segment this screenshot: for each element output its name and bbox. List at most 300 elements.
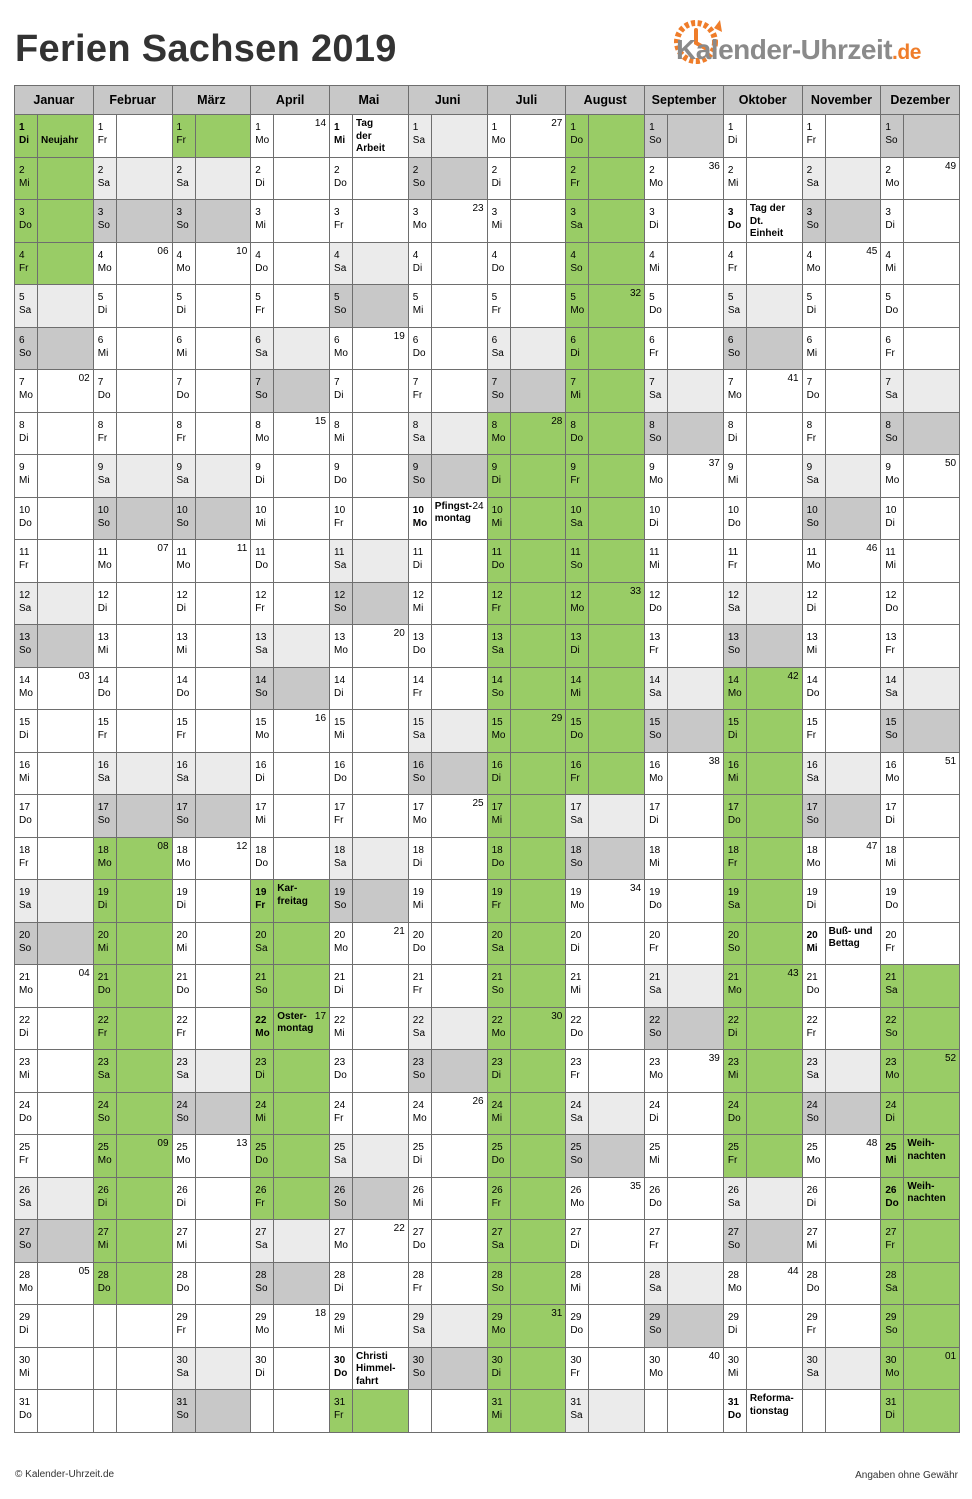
day-cell xyxy=(330,1135,353,1178)
empty-cell xyxy=(431,1390,487,1433)
day-cell xyxy=(881,1262,904,1305)
day-note-cell xyxy=(825,880,881,923)
weekday-label: Do xyxy=(649,1197,662,1209)
weekday-label: Do xyxy=(19,220,32,231)
day-note-cell xyxy=(510,242,566,285)
weekday-label: Di xyxy=(806,602,817,614)
day-note-cell xyxy=(195,1092,251,1135)
day-cell xyxy=(645,710,668,753)
day-note-cell xyxy=(274,370,330,413)
weekday-label: So xyxy=(885,730,898,741)
day-note-cell xyxy=(825,1135,881,1178)
week-number: 32 xyxy=(629,288,642,299)
weekday-label: Sa xyxy=(334,1155,347,1166)
day-number: 13 xyxy=(885,632,897,643)
day-cell xyxy=(566,242,589,285)
day-note-cell xyxy=(274,1092,330,1135)
day-cell xyxy=(172,1390,195,1433)
day-cell xyxy=(408,965,431,1008)
day-number: 30 xyxy=(806,1354,818,1366)
day-note-cell xyxy=(195,1305,251,1348)
day-note-cell xyxy=(38,1092,94,1135)
day-note-cell xyxy=(668,497,724,540)
day-cell xyxy=(251,837,274,880)
day-cell xyxy=(93,285,116,328)
weekday-label: Do xyxy=(176,1282,190,1294)
day-cell xyxy=(330,285,353,328)
day-cell xyxy=(172,1347,195,1390)
day-note-cell xyxy=(353,327,409,370)
day-cell xyxy=(487,455,510,498)
weekday-label: Sa xyxy=(885,390,898,401)
day-row xyxy=(15,370,960,413)
weekday-label: Mi xyxy=(727,772,739,784)
day-cell xyxy=(172,1092,195,1135)
day-note-cell xyxy=(353,1305,409,1348)
day-number: 14 xyxy=(885,674,897,686)
day-note-cell xyxy=(38,1305,94,1348)
weekday-label: Mo xyxy=(806,262,821,274)
day-cell xyxy=(408,837,431,880)
day-note-cell xyxy=(431,540,487,583)
day-note-cell xyxy=(431,922,487,965)
weekday-label: Mo xyxy=(412,1112,427,1124)
weekday-label: Sa xyxy=(649,687,662,699)
day-note-cell xyxy=(904,540,960,583)
weekday-label: Do xyxy=(255,857,269,869)
day-cell xyxy=(645,965,668,1008)
day-cell xyxy=(172,327,195,370)
day-number: 18 xyxy=(570,844,582,856)
weekday-label: Fr xyxy=(176,432,186,444)
weekday-label: Do xyxy=(570,432,584,444)
day-number: 19 xyxy=(97,887,109,898)
day-note-cell xyxy=(825,752,881,795)
day-cell xyxy=(93,497,116,540)
day-cell xyxy=(802,795,825,838)
day-cell xyxy=(330,667,353,710)
day-number: 18 xyxy=(885,844,897,856)
day-cell xyxy=(408,1007,431,1050)
day-number: 23 xyxy=(19,1057,31,1068)
day-number: 5 xyxy=(649,292,655,303)
day-note-cell xyxy=(116,582,172,625)
week-number: 01 xyxy=(944,1350,957,1362)
week-number: 40 xyxy=(708,1350,720,1362)
empty-cell xyxy=(825,1390,881,1433)
day-cell xyxy=(15,880,38,923)
weekday-label: Do xyxy=(491,262,505,274)
day-number: 9 xyxy=(885,462,891,473)
day-cell xyxy=(802,752,825,795)
day-number: 13 xyxy=(806,632,818,643)
day-number: 28 xyxy=(97,1269,109,1281)
week-number: 18 xyxy=(314,1308,327,1319)
day-cell xyxy=(881,710,904,753)
day-cell xyxy=(15,1305,38,1348)
weekday-label: Di xyxy=(649,815,659,826)
empty-cell xyxy=(274,1390,330,1433)
day-note-cell xyxy=(38,1347,94,1390)
day-note-cell xyxy=(38,1050,94,1093)
day-number: 15 xyxy=(412,717,424,728)
day-cell xyxy=(330,1262,353,1305)
day-cell xyxy=(723,1262,746,1305)
empty-cell xyxy=(645,1390,668,1433)
weekday-label: Sa xyxy=(806,1367,819,1379)
weekday-label: Fr xyxy=(19,857,29,869)
day-cell xyxy=(172,922,195,965)
day-note-cell xyxy=(746,582,802,625)
day-cell xyxy=(172,370,195,413)
month-header-2: Februar xyxy=(93,86,172,115)
day-note-cell xyxy=(589,1305,645,1348)
day-number: 6 xyxy=(334,334,340,346)
day-note-cell xyxy=(353,1135,409,1178)
day-number: 16 xyxy=(176,759,188,771)
day-note-cell xyxy=(510,285,566,328)
day-cell xyxy=(251,880,274,923)
day-number: 12 xyxy=(412,589,424,601)
day-note-cell xyxy=(746,1347,802,1390)
day-number: 30 xyxy=(649,1354,661,1366)
weekday-label: So xyxy=(19,1240,32,1251)
week-number: 16 xyxy=(314,713,327,724)
day-cell xyxy=(408,1177,431,1220)
weekday-label: Sa xyxy=(412,1027,426,1039)
day-note-cell xyxy=(904,795,960,838)
day-cell xyxy=(802,1177,825,1220)
day-cell xyxy=(408,285,431,328)
day-note-cell xyxy=(668,115,724,158)
day-cell xyxy=(881,837,904,880)
day-note-cell xyxy=(116,1262,172,1305)
weekday-label: So xyxy=(649,1027,662,1039)
day-note-cell xyxy=(825,582,881,625)
weekday-label: Mo xyxy=(885,475,900,486)
day-note-cell xyxy=(746,285,802,328)
day-cell xyxy=(802,412,825,455)
day-number: 6 xyxy=(727,334,734,346)
weekday-label: So xyxy=(255,390,268,401)
weekday-label: Fr xyxy=(885,347,895,359)
week-number: 05 xyxy=(78,1265,90,1277)
day-number: 9 xyxy=(412,462,419,473)
day-number: 1 xyxy=(491,122,498,133)
week-number: 47 xyxy=(866,840,878,852)
day-cell xyxy=(645,837,668,880)
day-note-cell xyxy=(195,795,251,838)
day-cell xyxy=(802,582,825,625)
day-cell xyxy=(330,497,353,540)
weekday-label: So xyxy=(885,432,898,444)
weekday-label: Sa xyxy=(570,220,583,231)
day-number: 3 xyxy=(649,207,655,218)
day-cell xyxy=(645,1347,668,1390)
day-cell xyxy=(15,200,38,243)
weekday-label: Do xyxy=(255,1155,269,1166)
day-number: 9 xyxy=(806,462,813,473)
day-cell xyxy=(330,880,353,923)
day-cell xyxy=(251,1050,274,1093)
weekday-label: So xyxy=(176,1410,189,1421)
day-number: 24 xyxy=(412,1099,424,1111)
day-cell xyxy=(15,285,38,328)
day-note-cell xyxy=(510,1177,566,1220)
day-number: 18 xyxy=(176,844,188,856)
weekday-label: Di xyxy=(97,305,108,316)
day-number: 22 xyxy=(491,1014,503,1026)
day-cell xyxy=(251,285,274,328)
day-cell xyxy=(566,1177,589,1220)
day-cell xyxy=(723,1177,746,1220)
day-number: 7 xyxy=(19,377,25,388)
weekday-label: Mi xyxy=(334,1325,345,1336)
day-number: 16 xyxy=(885,759,897,771)
weekday-label: Mi xyxy=(334,135,346,146)
day-number: 16 xyxy=(412,759,424,771)
day-note-cell xyxy=(195,1007,251,1050)
day-note-cell xyxy=(116,965,172,1008)
day-note-cell xyxy=(195,242,251,285)
weekday-label: Mo xyxy=(412,517,428,529)
day-number: 10 xyxy=(885,504,897,516)
day-note-cell xyxy=(904,242,960,285)
day-cell xyxy=(251,115,274,158)
day-note-cell xyxy=(668,880,724,923)
day-note-cell xyxy=(904,1007,960,1050)
weekday-label: So xyxy=(97,517,110,529)
day-note-cell xyxy=(431,285,487,328)
weekday-label: Mi xyxy=(255,517,266,529)
week-number: 25 xyxy=(472,798,484,809)
day-number: 23 xyxy=(806,1057,818,1068)
day-number: 30 xyxy=(727,1354,739,1366)
weekday-label: Mo xyxy=(176,857,191,869)
day-number: 18 xyxy=(19,844,31,856)
day-number: 9 xyxy=(727,462,734,473)
day-note-cell xyxy=(904,667,960,710)
day-note-cell xyxy=(510,1092,566,1135)
day-number: 29 xyxy=(176,1312,188,1323)
day-number: 22 xyxy=(570,1014,582,1026)
day-cell xyxy=(487,242,510,285)
day-cell xyxy=(723,327,746,370)
logo-name: Kalender-Uhrzeit xyxy=(676,34,893,65)
day-note-cell xyxy=(510,582,566,625)
day-number: 4 xyxy=(727,249,734,261)
day-cell xyxy=(645,880,668,923)
week-number: 35 xyxy=(629,1180,642,1192)
day-number: 15 xyxy=(334,717,346,728)
weekday-label: Mi xyxy=(491,517,503,529)
day-number: 24 xyxy=(570,1099,582,1111)
day-cell xyxy=(566,370,589,413)
month-header-4: April xyxy=(251,86,330,115)
day-cell xyxy=(408,1135,431,1178)
day-number: 16 xyxy=(334,759,346,771)
day-cell xyxy=(330,1092,353,1135)
weekday-label: Fr xyxy=(176,730,186,741)
day-number: 11 xyxy=(649,547,660,558)
day-cell xyxy=(172,795,195,838)
weekday-label: Fr xyxy=(334,220,344,231)
weekday-label: Do xyxy=(412,942,426,954)
day-number: 15 xyxy=(491,717,503,728)
weekday-label: Di xyxy=(334,390,344,401)
day-number: 3 xyxy=(570,207,576,218)
weekday-label: Fr xyxy=(255,1197,265,1209)
week-number: 51 xyxy=(944,755,957,767)
day-note-cell xyxy=(510,1220,566,1263)
weekday-label: Sa xyxy=(649,985,662,996)
weekday-label: So xyxy=(19,645,32,656)
weekday-label: Sa xyxy=(412,135,426,146)
weekday-label: Mi xyxy=(491,220,503,231)
day-cell xyxy=(251,1092,274,1135)
day-cell xyxy=(645,157,668,200)
day-number: 13 xyxy=(334,632,346,643)
weekday-label: Sa xyxy=(491,1240,504,1251)
day-note-cell xyxy=(589,625,645,668)
day-note-cell xyxy=(195,1220,251,1263)
day-number: 24 xyxy=(885,1099,897,1111)
day-note-cell xyxy=(274,1262,330,1305)
day-cell xyxy=(802,1135,825,1178)
day-number: 2 xyxy=(255,164,261,176)
day-number: 19 xyxy=(255,887,267,898)
day-note-cell xyxy=(38,157,94,200)
day-number: 21 xyxy=(491,972,503,983)
copyright-footer: © Kalender-Uhrzeit.de xyxy=(15,1469,115,1480)
day-cell xyxy=(881,1050,904,1093)
day-note-cell xyxy=(746,1262,802,1305)
day-cell xyxy=(93,1220,116,1263)
weekday-label: Do xyxy=(649,900,662,911)
weekday-label: Mo xyxy=(19,985,33,996)
day-cell xyxy=(487,880,510,923)
day-number: 21 xyxy=(885,972,897,983)
day-cell xyxy=(408,370,431,413)
day-note-cell xyxy=(274,710,330,753)
day-note-cell xyxy=(825,710,881,753)
day-number: 24 xyxy=(491,1099,503,1111)
day-cell xyxy=(330,540,353,583)
day-cell xyxy=(330,710,353,753)
weekday-label: Fr xyxy=(255,900,266,911)
day-cell xyxy=(172,455,195,498)
day-note-cell xyxy=(431,1262,487,1305)
weekday-label: Sa xyxy=(412,730,426,741)
weekday-label: Mi xyxy=(570,390,581,401)
day-number: 8 xyxy=(97,419,104,431)
day-cell xyxy=(172,497,195,540)
day-cell xyxy=(330,370,353,413)
weekday-label: Di xyxy=(727,1325,738,1336)
day-note-cell xyxy=(353,540,409,583)
day-number: 27 xyxy=(491,1227,503,1238)
day-note-cell xyxy=(38,327,94,370)
day-cell xyxy=(172,752,195,795)
day-note-cell xyxy=(668,370,724,413)
day-number: 17 xyxy=(334,802,346,813)
day-note-cell xyxy=(589,582,645,625)
day-number: 6 xyxy=(885,334,891,346)
empty-cell xyxy=(93,1390,116,1433)
day-note-cell xyxy=(589,922,645,965)
day-note-cell xyxy=(274,1177,330,1220)
day-note-cell xyxy=(274,1347,330,1390)
day-number: 10 xyxy=(806,504,818,516)
day-cell xyxy=(330,1305,353,1348)
day-cell xyxy=(723,242,746,285)
day-cell xyxy=(408,667,431,710)
day-note-cell xyxy=(116,922,172,965)
day-cell xyxy=(93,625,116,668)
day-note-cell xyxy=(116,1007,172,1050)
day-number: 4 xyxy=(412,249,419,261)
weekday-label: Fr xyxy=(412,687,423,699)
weekday-label: Sa xyxy=(727,1197,741,1209)
weekday-label: Sa xyxy=(255,347,268,359)
day-number: 5 xyxy=(885,292,891,303)
day-cell xyxy=(723,1135,746,1178)
day-number: 1 xyxy=(176,122,183,133)
day-note-cell xyxy=(904,1050,960,1093)
day-number: 2 xyxy=(97,164,104,176)
day-number: 31 xyxy=(491,1397,503,1408)
day-cell xyxy=(723,880,746,923)
day-number: 22 xyxy=(806,1014,818,1026)
day-cell xyxy=(408,1092,431,1135)
day-number: 14 xyxy=(19,674,31,686)
day-note-cell xyxy=(116,200,172,243)
weekday-label: Mi xyxy=(491,815,503,826)
day-cell xyxy=(881,285,904,328)
week-number: 13 xyxy=(236,1138,248,1149)
day-note-cell xyxy=(589,965,645,1008)
day-number: 2 xyxy=(885,164,891,176)
day-number: 19 xyxy=(806,887,818,898)
weekday-label: Di xyxy=(727,135,738,146)
day-cell xyxy=(566,1347,589,1390)
day-note-cell xyxy=(38,1007,94,1050)
weekday-label: Do xyxy=(255,262,269,274)
day-note-cell xyxy=(116,327,172,370)
week-number: 02 xyxy=(78,373,90,384)
day-cell xyxy=(802,922,825,965)
day-note-cell xyxy=(431,1092,487,1135)
day-note-cell xyxy=(825,1220,881,1263)
day-number: 28 xyxy=(334,1269,346,1281)
day-number: 14 xyxy=(255,674,267,686)
day-cell xyxy=(645,1007,668,1050)
empty-cell xyxy=(93,1305,116,1348)
day-number: 23 xyxy=(176,1057,188,1068)
day-cell xyxy=(566,582,589,625)
weekday-label: Di xyxy=(255,177,265,189)
day-note-cell xyxy=(904,1177,960,1220)
day-note-cell xyxy=(510,540,566,583)
day-note-cell xyxy=(195,370,251,413)
logo-text[interactable] xyxy=(676,34,921,66)
day-cell xyxy=(93,157,116,200)
week-number: 15 xyxy=(314,415,327,427)
day-cell xyxy=(330,1220,353,1263)
day-note-cell xyxy=(274,965,330,1008)
weekday-label: Do xyxy=(334,772,347,784)
day-cell xyxy=(723,1007,746,1050)
